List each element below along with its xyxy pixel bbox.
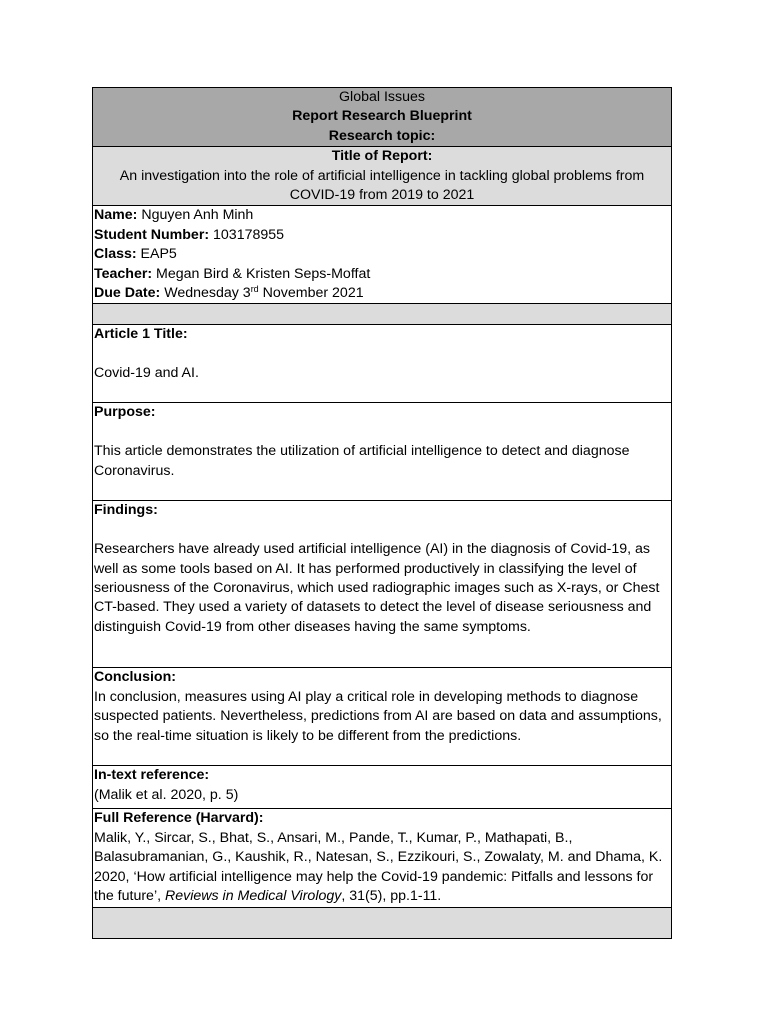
intext-reference-text: (Malik et al. 2020, p. 5): [94, 786, 239, 803]
report-title-label: Title of Report:: [331, 148, 433, 165]
due-date-label: Due Date:: [94, 285, 161, 302]
findings-text: Researchers have already used artificial intelligence (AI) in the diagnosis of Covid-19, as well as some tools based on AI. It has performed productively in classifying the level of seriousness of the Coronavirus, which used radiographic images such as X-rays, or Chest CT-based. They used a variety of datasets to detect the level of disease seriousness and distinguish Covid-19 from other diseases having the same symptoms.: [94, 541, 660, 635]
name-line: [94, 206, 670, 225]
article-title-label: Article 1 Title:: [94, 326, 188, 343]
article-title-row: [93, 325, 671, 403]
purpose-row: [93, 403, 671, 501]
teacher-label: Teacher:: [94, 265, 153, 282]
blueprint-title: Report Research Blueprint: [292, 108, 472, 125]
full-reference-journal: Reviews in Medical Virology: [164, 888, 342, 905]
conclusion-row: [93, 668, 671, 766]
student-number-label: Student Number:: [94, 226, 210, 243]
article-title-value: Covid-19 and AI.: [94, 365, 199, 382]
research-topic-label: Research topic:: [328, 127, 436, 144]
conclusion-text: In conclusion, measures using AI play a critical role in developing methods to diagnose suspected patients. Nevertheless, predictions from AI are based on data and assumptions, so the real-time situation is likely to be different from the predictions.: [94, 688, 662, 744]
class-label: Class:: [94, 246, 137, 263]
intext-reference-row: [93, 766, 671, 809]
report-title-text: An investigation into the role of artificial intelligence in tackling global problems from COVID-19 from 2019 to 2021: [119, 167, 645, 204]
due-date-line: [94, 284, 670, 303]
full-reference-text: [94, 830, 662, 904]
header-row: [93, 88, 671, 147]
teacher-value: Megan Bird & Kristen Seps-Moffat: [156, 265, 371, 282]
conclusion-label: Conclusion:: [94, 669, 176, 686]
name-value: Nguyen Anh Minh: [141, 207, 254, 224]
due-date-prefix: Wednesday 3: [164, 285, 251, 302]
full-reference-label: Full Reference (Harvard):: [94, 810, 264, 827]
full-reference-volume: , 31(5), pp.1-11.: [341, 888, 442, 905]
findings-row: [93, 501, 671, 668]
intext-reference-label: In-text reference:: [94, 767, 210, 784]
student-number-value: 103178955: [213, 226, 285, 243]
report-blueprint-table: [92, 87, 672, 939]
student-info-row: [93, 206, 671, 304]
purpose-text: This article demonstrates the utilization of artificial intelligence to detect and diagnose Coronavirus.: [94, 443, 630, 479]
due-date-suffix: November 2021: [262, 285, 364, 302]
purpose-label: Purpose:: [94, 404, 156, 421]
class-value: EAP5: [140, 246, 177, 263]
report-title-row: [93, 147, 671, 206]
separator-row: [93, 304, 671, 325]
student-number-line: [94, 226, 670, 245]
findings-label: Findings:: [94, 502, 158, 519]
footer-blank-row: [93, 908, 671, 938]
course-title: Global Issues: [339, 89, 425, 105]
full-reference-authors: Malik, Y., Sircar, S., Bhat, S., Ansari, M., Pande, T., Kumar, P., Mathapati, B., Balasubramanian, G., Kaushik, R., Natesan, S., Ezzikouri, S., Zowalaty, M. and Dhama, K. 2020, ‘How artificial intelligence may help the Covid-19 pandemic: Pitfalls and lessons for the future’,: [94, 829, 663, 905]
full-reference-row: [93, 809, 671, 908]
due-date-ordinal: rd: [250, 284, 259, 295]
class-line: [94, 245, 670, 264]
name-label: Name:: [94, 207, 138, 224]
teacher-line: [94, 265, 670, 284]
